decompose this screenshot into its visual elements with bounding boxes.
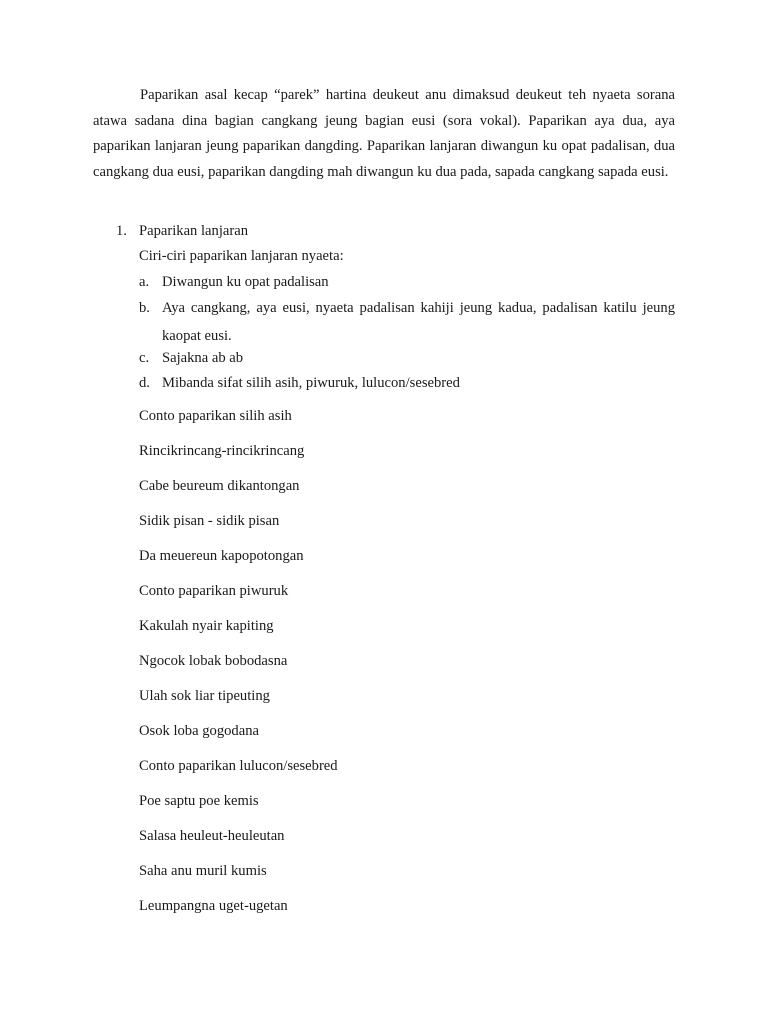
list-item-text: Diwangun ku opat padalisan <box>162 274 329 290</box>
poem-line: Cabe beureum dikantongan <box>139 478 300 494</box>
list-item-b <box>139 294 675 350</box>
poem-line: Leumpangna uget-ugetan <box>139 898 288 914</box>
list-item-c <box>139 345 675 371</box>
list-item-label: d. <box>139 375 150 391</box>
section-1-number: 1. <box>116 223 127 239</box>
section-1-title: Paparikan lanjaran <box>139 223 248 239</box>
poem-line: Sidik pisan - sidik pisan <box>139 513 280 529</box>
list-item-text: Mibanda sifat silih asih, piwuruk, lulucon/sesebred <box>162 375 460 391</box>
poem-line: Salasa heuleut-heuleutan <box>139 828 285 844</box>
list-item-a <box>139 269 675 295</box>
poem-line: Saha anu muril kumis <box>139 863 267 879</box>
poem-line: Osok loba gogodana <box>139 723 259 739</box>
list-item-text: Aya cangkang, aya eusi, nyaeta padalisan kahiji jeung kadua, padalisan katilu jeung kaopat eusi. <box>162 300 675 344</box>
example-heading: Conto paparikan silih asih <box>139 408 292 424</box>
poem-line: Rincikrincang-rincikrincang <box>139 443 305 459</box>
list-item-label: c. <box>139 350 150 366</box>
poem-line: Da meuereun kapopotongan <box>139 548 304 564</box>
list-item-d <box>139 370 675 396</box>
list-item-label: a. <box>139 274 150 290</box>
example-heading: Conto paparikan piwuruk <box>139 583 289 599</box>
list-item-text: Sajakna ab ab <box>162 350 244 366</box>
intro-paragraph: Paparikan asal kecap “parek” hartina deukeut anu dimaksud deukeut teh nyaeta sorana atawa sadana dina bagian cangkang jeung bagian eusi (sora vokal). Paparikan aya dua, aya paparikan lanjaran jeung paparikan dangding. Paparikan lanjaran diwangun ku opat padalisan, dua cangkang dua eusi, paparikan dangding mah diwangun ku dua pada, sapada cangkang sapada eusi. <box>93 87 675 181</box>
section-1-subtitle: Ciri-ciri paparikan lanjaran nyaeta: <box>139 248 344 264</box>
example-heading: Conto paparikan lulucon/sesebred <box>139 758 338 774</box>
section-1-heading <box>116 221 248 241</box>
poem-line: Kakulah nyair kapiting <box>139 618 274 634</box>
poem-line: Ulah sok liar tipeuting <box>139 688 270 704</box>
poem-line: Ngocok lobak bobodasna <box>139 653 288 669</box>
list-item-label: b. <box>139 300 150 316</box>
poem-line: Poe saptu poe kemis <box>139 793 259 809</box>
